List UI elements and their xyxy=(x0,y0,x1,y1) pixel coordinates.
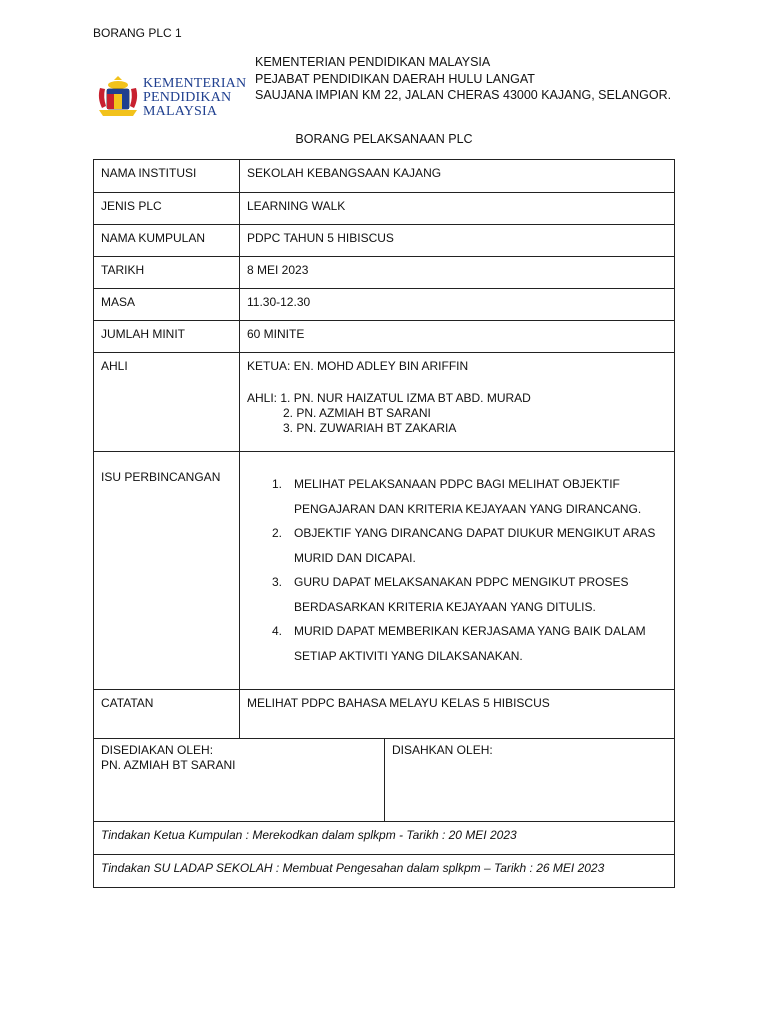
action-ketua: Tindakan Ketua Kumpulan : Merekodkan dalam splkpm - Tarikh : 20 MEI 2023 xyxy=(94,822,675,855)
signature-row xyxy=(94,739,675,822)
plc-form-table xyxy=(93,159,675,739)
row-catatan xyxy=(94,690,675,739)
row-masa xyxy=(94,289,675,321)
label-institusi: NAMA INSTITUSI xyxy=(94,160,240,193)
prepared-by-label: DISEDIAKAN OLEH: xyxy=(101,743,214,757)
letterhead xyxy=(255,54,671,104)
row-jenis xyxy=(94,193,675,225)
list-item: 1. MELIHAT PELAKSANAAN PDPC BAGI MELIHAT OBJEKTIF PENGAJARAN DAN KRITERIA KEJAYAAN YANG DIRANCANG. xyxy=(272,477,642,516)
form-title: BORANG PELAKSANAAN PLC xyxy=(295,132,473,146)
letterhead-line-2: PEJABAT PENDIDIKAN DAERAH HULU LANGAT xyxy=(255,71,535,86)
row-kumpulan xyxy=(94,225,675,257)
value-isu xyxy=(240,452,675,690)
label-ahli: AHLI xyxy=(94,353,240,452)
action-su-row xyxy=(94,855,675,888)
value-institusi: SEKOLAH KEBANGSAAN KAJANG xyxy=(240,160,675,193)
value-catatan: MELIHAT PDPC BAHASA MELAYU KELAS 5 HIBISCUS xyxy=(240,690,675,739)
label-tarikh: TARIKH xyxy=(94,257,240,289)
ahli-line-3: 3. PN. ZUWARIAH BT ZAKARIA xyxy=(283,421,457,435)
signature-table xyxy=(93,738,675,888)
approved-by-cell xyxy=(385,739,675,822)
value-ahli xyxy=(240,353,675,452)
ahli-line-2: 2. PN. AZMIAH BT SARANI xyxy=(283,406,431,420)
label-minit: JUMLAH MINIT xyxy=(94,321,240,353)
form-code: BORANG PLC 1 xyxy=(93,26,182,40)
action-su: Tindakan SU LADAP SEKOLAH : Membuat Pengesahan dalam splkpm – Tarikh : 26 MEI 2023 xyxy=(94,855,675,888)
ketua-line: KETUA: EN. MOHD ADLEY BIN ARIFFIN xyxy=(247,359,469,373)
row-institusi xyxy=(94,160,675,193)
value-jenis: LEARNING WALK xyxy=(240,193,675,225)
row-tarikh xyxy=(94,257,675,289)
letterhead-line-3: SAUJANA IMPIAN KM 22, JALAN CHERAS 43000 KAJANG, SELANGOR. xyxy=(255,88,672,102)
issue-list xyxy=(247,458,667,668)
action-ketua-row xyxy=(94,822,675,855)
label-masa: MASA xyxy=(94,289,240,321)
label-kumpulan: NAMA KUMPULAN xyxy=(94,225,240,257)
value-kumpulan: PDPC TAHUN 5 HIBISCUS xyxy=(240,225,675,257)
ministry-logo xyxy=(95,76,245,118)
list-item: 2. OBJEKTIF YANG DIRANCANG DAPAT DIUKUR MENGIKUT ARAS MURID DAN DICAPAI. xyxy=(272,526,656,565)
ahli-line-1: AHLI: 1. PN. NUR HAIZATUL IZMA BT ABD. MURAD xyxy=(247,391,531,405)
prepared-by-cell xyxy=(94,739,385,822)
logo-wordmark: KEMENTERIAN PENDIDIKAN MALAYSIA xyxy=(143,76,247,119)
label-isu: ISU PERBINCANGAN xyxy=(94,452,240,690)
list-item: 4. MURID DAPAT MEMBERIKAN KERJASAMA YANG BAIK DALAM SETIAP AKTIVITI YANG DILAKSANAKAN. xyxy=(272,624,646,663)
approved-by-label: DISAHKAN OLEH: xyxy=(392,743,493,757)
row-isu xyxy=(94,452,675,690)
row-minit xyxy=(94,321,675,353)
letterhead-line-1: KEMENTERIAN PENDIDIKAN MALAYSIA xyxy=(255,55,491,69)
label-catatan: CATATAN xyxy=(94,690,240,739)
label-jenis: JENIS PLC xyxy=(94,193,240,225)
value-tarikh: 8 MEI 2023 xyxy=(240,257,675,289)
list-item: 3. GURU DAPAT MELAKSANAKAN PDPC MENGIKUT PROSES BERDASARKAN KRITERIA KEJAYAAN YANG DITULIS. xyxy=(272,575,629,614)
row-ahli xyxy=(94,353,675,452)
prepared-by-name: PN. AZMIAH BT SARANI xyxy=(101,758,236,772)
coat-of-arms-icon xyxy=(95,76,141,118)
value-masa: 11.30-12.30 xyxy=(240,289,675,321)
value-minit: 60 MINITE xyxy=(240,321,675,353)
